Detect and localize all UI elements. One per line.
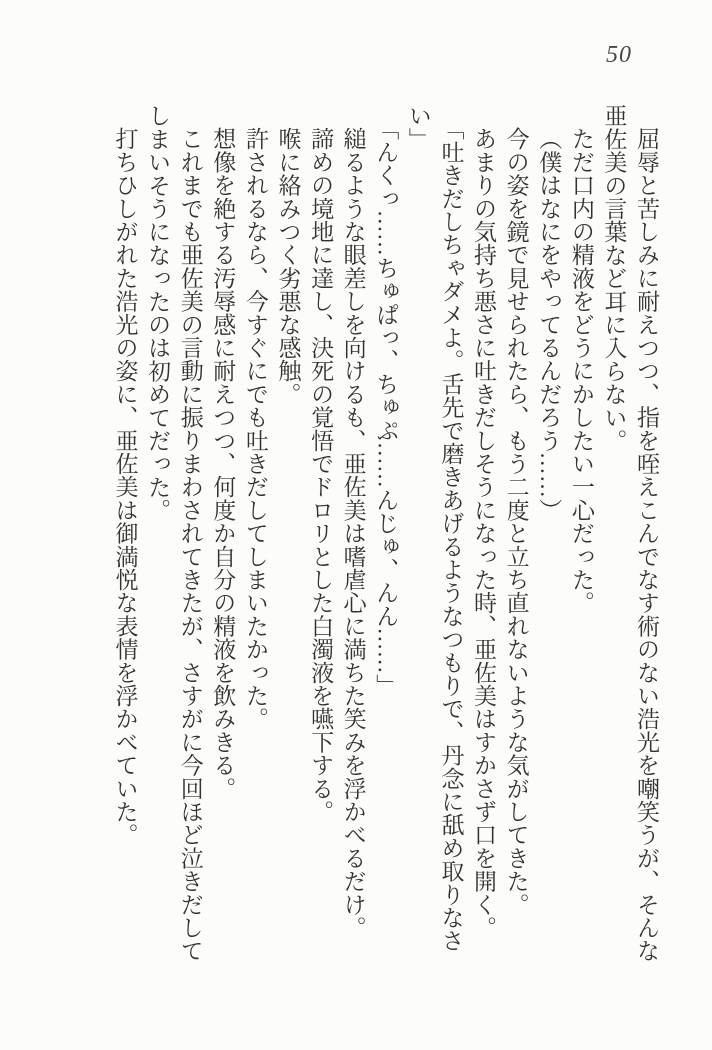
paragraph: これまでも亜佐美の言動に振りまわされてきたが、さすがに今回ほど泣きだしてしまいそうになったのは初めてだった。 (145, 104, 203, 963)
paragraph: 今の姿を鏡で見せられたら、もう二度と立ち直れないような気がしてきた。 (503, 127, 529, 916)
page-number: 50 (606, 42, 632, 68)
paragraph: 屈辱と苦しみに耐えつつ、指を咥えこんでなす術のない浩光を嘲笑うが、そんな亜佐美の言葉など耳に入らない。 (601, 104, 659, 963)
paragraph-dialogue: 「んくっ……ちゅぱっ、ちゅぷ……んじゅ、んん……」 (373, 116, 399, 697)
paragraph: 縋るような眼差しを向けるも、亜佐美は嗜虐心に満ちた笑みを浮かべるだけ。 (340, 127, 366, 939)
paragraph: 喉に絡みつく劣悪な感触。 (275, 127, 301, 406)
paragraph-dialogue: 「吐きだしちゃダメよ。舌先で磨きあげるようなつもりで、丹念に舐め取りなさい」 (405, 104, 464, 952)
paragraph: （僕はなにをやってるんだろう……） (536, 127, 562, 522)
paragraph: 打ちひしがれた浩光の姿に、亜佐美は御満悦な表情を浮かべていた。 (112, 127, 138, 847)
body-text (108, 104, 662, 984)
paragraph: 想像を絶する汚辱感に耐えつつ、何度か自分の精液を飲みきる。 (210, 127, 236, 800)
paragraph: あまりの気持ち悪さに吐きだしそうになった時、亜佐美はすかさず口を開く。 (471, 127, 497, 939)
paragraph: 諦めの境地に達し、決死の覚悟でドロリとした白濁液を嚥下する。 (308, 127, 334, 823)
paragraph: 許されるなら、今すぐにでも吐きだしてしまいたかった。 (242, 127, 268, 731)
paragraph: ただ口内の精液をどうにかしたい一心だった。 (568, 127, 594, 615)
